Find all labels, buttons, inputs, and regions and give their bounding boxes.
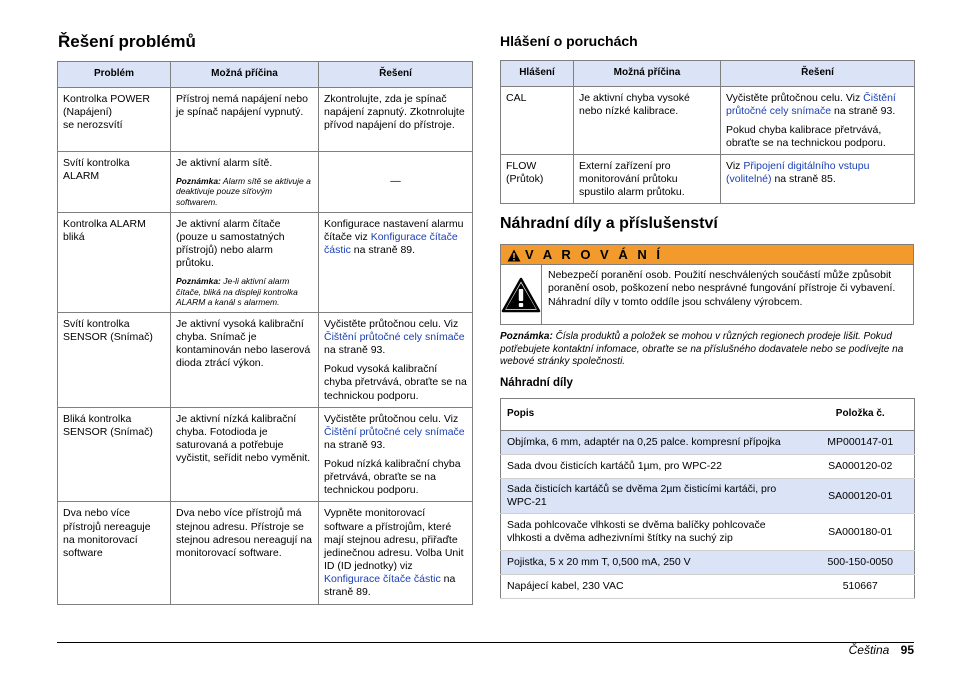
footer-divider <box>57 642 914 643</box>
cause-cell: Přístroj nemá napájení nebo je spínač napájení vypnutý. <box>171 87 319 151</box>
part-number: SA000180-01 <box>807 514 915 551</box>
cause-cell: Dva nebo více přístrojů má stejnou adresu. Přístroje se stejnou adresou nereagují na monitorovací software. <box>171 502 319 605</box>
problem-cell: Bliká kontrolka SENSOR (Snímač) <box>58 407 171 502</box>
cause-cell: Externí zařízení pro monitorování průtoku spustilo alarm průtoku. <box>574 155 721 204</box>
solution-cell: — <box>319 151 473 212</box>
solution-cell: Vypněte monitorovací software a přístrojům, které mají stejnou adresu, přiřaďte jedinečnou adresu. Volba Unit ID (ID jednotky) viz Konfigurace čítače částic na straně 89. <box>319 502 473 605</box>
table-row <box>58 212 473 312</box>
column-header-cause: Možná příčina <box>574 61 721 87</box>
solution-cell: Vyčistěte průtočnou celu. Viz Čištění průtočné cely snímače na straně 93. Pokud vysoká kalibrační chyba přetrvává, obraťte se na technickou podporu. <box>319 312 473 407</box>
column-header-cause: Možná příčina <box>171 62 319 88</box>
part-number: 500-150-0050 <box>807 551 915 575</box>
troubleshooting-table <box>57 61 473 605</box>
solution-cell: Viz Připojení digitálního vstupu (volitelné) na straně 85. <box>721 155 915 204</box>
problem-cell: Kontrolka POWER (Napájení) se nerozsvítí <box>58 87 171 151</box>
table-row <box>58 312 473 407</box>
problem-cell: Dva nebo více přístrojů nereaguje na monitorovací software <box>58 502 171 605</box>
page-footer <box>849 643 914 658</box>
solution-cell: Vyčistěte průtočnou celu. Viz Čištění průtočné cely snímače na straně 93. Pokud chyba kalibrace přetrvává, obraťte se na technickou podporu. <box>721 86 915 155</box>
part-description: Sada čisticích kartáčů se dvěma 2µm čisticími kartáči, pro WPC-21 <box>501 479 807 514</box>
part-number: SA000120-02 <box>807 455 915 479</box>
hazard-icon-cell <box>501 265 542 324</box>
table-row <box>501 86 915 155</box>
problem-cell: Svítí kontrolka SENSOR (Snímač) <box>58 312 171 407</box>
cause-note: Poznámka: Je-li aktivní alarm čítače, bliká na displeji kontrolka ALARM a kanál s alarmem. <box>176 276 298 308</box>
part-description: Objímka, 6 mm, adaptér na 0,25 palce. kompresní přípojka <box>501 431 807 455</box>
message-cell: FLOW (Průtok) <box>501 155 574 204</box>
column-header-description: Popis <box>501 399 807 431</box>
link-flow-cell-cleaning[interactable]: Čištění průtočné cely snímače <box>726 91 896 117</box>
warning-header <box>501 245 913 265</box>
cause-cell: Je aktivní alarm čítače (pouze u samostatných přístrojů) nebo alarm průtoku. Poznámka: Je-li aktivní alarm čítače, bliká na displeji kontrolka ALARM a kanál s alarmem. <box>171 212 319 312</box>
page-number: 95 <box>900 643 914 657</box>
link-flow-cell-cleaning[interactable]: Čištění průtočné cely snímače <box>324 425 465 438</box>
column-header-solution: Řešení <box>319 62 473 88</box>
cause-cell: Je aktivní nízká kalibrační chyba. Fotodioda je saturovaná a potřebuje vyčistit, seřídit nebo vyměnit. <box>171 407 319 502</box>
problem-cell: Svítí kontrolka ALARM <box>58 151 171 212</box>
part-description: Sada pohlcovače vlhkosti se dvěma balíčky pohlcovače vlhkosti a dvěma adhezivními štítky na suchý zip <box>501 514 807 551</box>
part-number: SA000120-01 <box>807 479 915 514</box>
table-row <box>58 151 473 212</box>
column-header-item-number: Položka č. <box>807 399 915 431</box>
section-title-alarms: Hlášení o poruchách <box>500 33 638 49</box>
footer-language: Čeština <box>848 643 890 657</box>
warning-title: V A R O V Á N Í <box>525 247 663 262</box>
cause-cell: Je aktivní chyba vysoké nebo nízké kalibrace. <box>574 86 721 155</box>
part-description: Pojistka, 5 x 20 mm T, 0,500 mA, 250 V <box>501 551 807 575</box>
cause-note: Poznámka: Alarm sítě se aktivuje a deaktivuje pouze síťovým softwarem. <box>176 175 311 207</box>
alarm-table <box>500 60 915 204</box>
warning-text: Nebezpečí poranění osob. Použití neschválených součástí může způsobit poranění osob, poškození nebo nesprávné fungování přístroje či vybavení. Náhradní díly v tomto oddíle jsou schváleny výrobcem. <box>548 269 896 308</box>
table-row <box>501 455 915 479</box>
link-digital-input[interactable]: Připojení digitálního vstupu (volitelné) <box>726 160 870 186</box>
table-row <box>501 575 915 599</box>
table-row <box>58 407 473 502</box>
warning-box <box>500 244 914 325</box>
solution-cell: Zkontrolujte, zda je spínač napájení zapnutý. Zkotnrolujte přívod napájení do přístroje. <box>319 87 473 151</box>
column-header-message: Hlášení <box>501 61 574 87</box>
parts-note: Poznámka: Čísla produktů a položek se mohou v různých regionech prodeje lišit. Pokud potřebujete kontaktní infomace, obraťte se na příslušného dodavatele nebo se podívejte na webové stránky společnosti. <box>500 331 904 368</box>
page-title: Řešení problémů <box>58 32 196 51</box>
link-particle-counter-config[interactable]: Konfigurace čítače částic <box>324 573 441 585</box>
section-title-parts: Náhradní díly a příslušenství <box>500 215 718 232</box>
part-description: Napájecí kabel, 230 VAC <box>501 575 807 599</box>
table-row <box>501 479 915 514</box>
message-cell: CAL <box>501 86 574 155</box>
subsection-title-spare-parts: Náhradní díly <box>500 377 573 389</box>
column-header-solution: Řešení <box>721 61 915 87</box>
link-particle-counter-config[interactable]: Konfigurace čítače částic <box>324 230 458 256</box>
hazard-exclamation-icon <box>501 277 541 313</box>
link-flow-cell-cleaning[interactable]: Čištění průtočné cely snímače <box>324 331 465 343</box>
cause-cell: Je aktivní vysoká kalibrační chyba. Snímač je kontaminován nebo laserová dioda ztrácí výkon. <box>171 312 319 407</box>
cause-cell: Je aktivní alarm sítě. Poznámka: Alarm sítě se aktivuje a deaktivuje pouze síťovým softwarem. <box>171 151 319 212</box>
solution-cell: Vyčistěte průtočnou celu. Viz Čištění průtočné cely snímače na straně 93. Pokud nízká kalibrační chyba přetrvává, obraťte se na technickou podporu. <box>319 407 473 502</box>
table-row <box>501 551 915 575</box>
part-number: 510667 <box>807 575 915 599</box>
table-row <box>58 502 473 605</box>
part-number: MP000147-01 <box>807 431 915 455</box>
solution-cell: Konfigurace nastavení alarmu čítače viz Konfigurace čítače částic na straně 89. <box>319 212 473 312</box>
warning-triangle-icon <box>507 249 521 262</box>
table-row <box>501 514 915 551</box>
spare-parts-table <box>500 398 915 599</box>
table-row <box>58 87 473 151</box>
part-description: Sada dvou čisticích kartáčů 1µm, pro WPC-22 <box>501 455 807 479</box>
table-row <box>501 431 915 455</box>
problem-cell: Kontrolka ALARM bliká <box>58 212 171 312</box>
column-header-problem: Problém <box>58 62 171 88</box>
table-row <box>501 155 915 204</box>
